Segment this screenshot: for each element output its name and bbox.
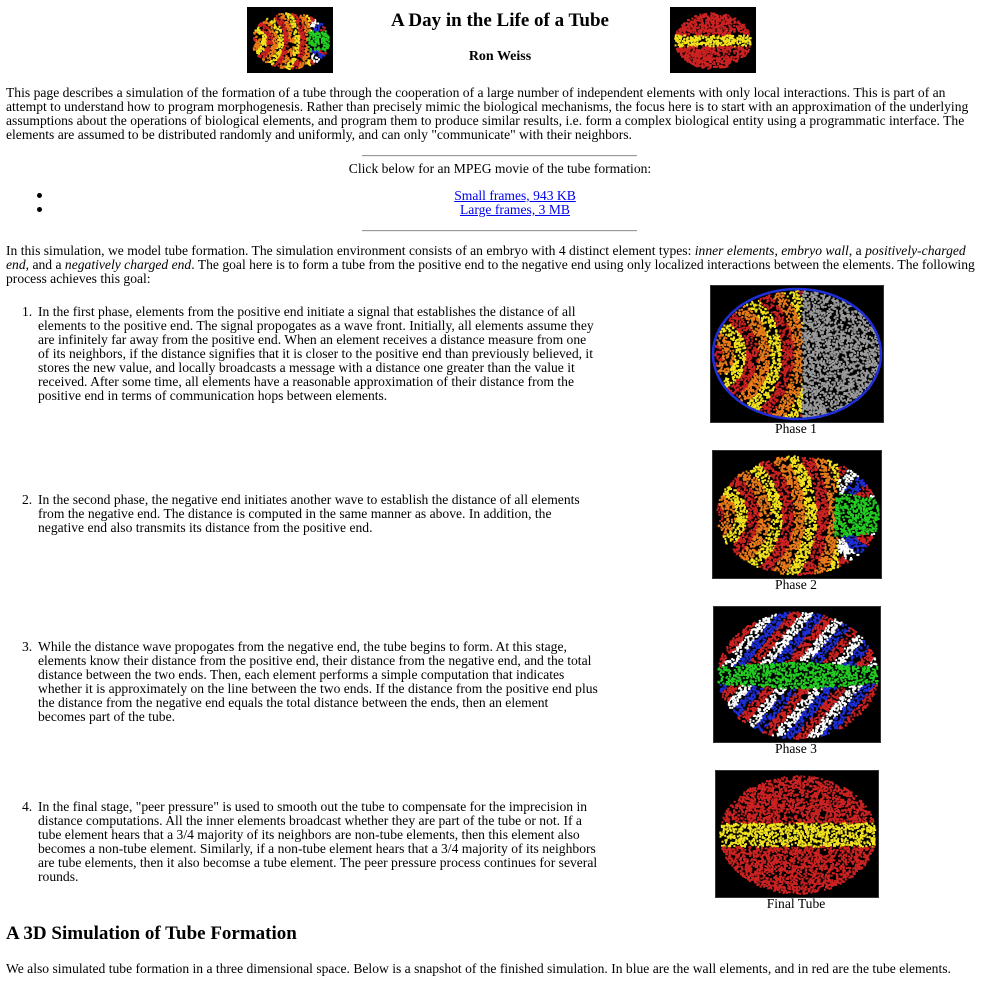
separator: , xyxy=(774,243,782,258)
phase-3-image xyxy=(713,606,881,743)
separator: , and a xyxy=(25,257,65,272)
term-negative-end: negatively charged end xyxy=(64,257,192,272)
step-text: In the final stage, "peer pressure" is used to smooth out the tube to compensate for the imprecision in distance computations. All the inner elements broadcast whether they are part of the tube or not. If a tube element hears that a 3/4 majority of its neighbors are non-tube elements, then this element also becomes a non-tube element. Similarly, if a non-tube element hears that a 3/4 majority of its neighbors are tube elements, then it also becomse a tube element. The peer pressure process continues for several rounds. xyxy=(38,799,598,884)
movie-link-small[interactable]: Small frames, 943 KB xyxy=(454,188,576,203)
phase-2-caption: Phase 2 xyxy=(775,577,817,592)
step-3 xyxy=(22,639,598,724)
section-heading-3d: A 3D Simulation of Tube Formation xyxy=(6,923,297,944)
movie-prompt: Click below for an MPEG movie of the tube formation: xyxy=(348,161,652,176)
author-name: Ron Weiss xyxy=(468,49,532,64)
final-tube-image xyxy=(715,770,879,898)
term-inner-elements: inner elements xyxy=(694,243,775,258)
step-number: 4. xyxy=(22,799,33,814)
divider-bottom xyxy=(362,230,637,232)
page-title: A Day in the Life of a Tube xyxy=(390,10,609,31)
step-4 xyxy=(22,799,598,884)
phase-3-caption: Phase 3 xyxy=(775,741,817,756)
movie-link-large[interactable]: Large frames, 3 MB xyxy=(460,202,570,217)
step-text: In the first phase, elements from the positive end initiate a signal that establishes the distance of all elements to the positive end. The signal propogates as a wave front. Initially, all elements assume they are infinitely far away from the positive end. When an element receives a distance measure from one of its neighbors, if the distance signifies that it is closer to the positive end than previously believed, it stores the new value, and locally broadcasts a message with a distance one greater than the value it received. After some time, all elements have a reasonable approximation of their distance from the positive end in terms of communication hops between elements. xyxy=(38,304,594,403)
step-1 xyxy=(22,304,598,403)
sim3d-paragraph: We also simulated tube formation in a three dimensional space. Below is a snapshot of the finished simulation. In blue are the wall elements, and in red are the tube elements. xyxy=(6,961,951,976)
step-number: 2. xyxy=(22,492,33,507)
model-paragraph xyxy=(6,244,986,286)
final-tube-caption: Final Tube xyxy=(766,896,826,911)
term-embryo-wall: embryo wall xyxy=(781,243,849,258)
model-text-post: . The goal here is to form a tube from the positive end to the negative end using only localized interactions between the elements. The following process achieves this goal: xyxy=(6,257,975,286)
model-text-pre: In this simulation, we model tube formation. The simulation environment consists of an embryo with 4 distinct element types: xyxy=(6,243,695,258)
header-image-right xyxy=(670,7,756,73)
step-2 xyxy=(22,492,598,535)
intro-paragraph: This page describes a simulation of the formation of a tube through the cooperation of a large number of independent elements with only local interactions. This is part of an attempt to understand how to program morphogenesis. Rather than precisely mimic the biological mechanisms, the focus here is to start with an approximation of the underlying assumptions about the operations of biological elements, and program them to produce similar results, i.e. form a complex biological entity using a programmatic interface. The elements are assumed to be distributed randomly and uniformly, and can only "communicate" with their neighbors. xyxy=(6,85,969,142)
step-number: 1. xyxy=(22,304,33,319)
step-text: While the distance wave propogates from the negative end, the tube begins to form. At this stage, elements know their distance from the positive end, their distance from the negative end, and the total distance between the two ends. Then, each element performs a simple computation that indicates whether it is approximately on the line between the two ends. If the distance from the positive end plus the distance from the negative end equals the total distance between the ends, then an element becomes part of the tube. xyxy=(38,639,598,724)
divider-top xyxy=(362,155,637,157)
separator: , a xyxy=(848,243,866,258)
term-positive-end: positively-charged end xyxy=(6,243,966,272)
phase-1-image xyxy=(710,285,884,423)
phase-2-image xyxy=(712,450,882,579)
step-text: In the second phase, the negative end initiates another wave to establish the distance of all elements from the negative end. The distance is computed in the same manner as above. In addition, the negative end also transmits its distance from the positive end. xyxy=(38,492,580,535)
phase-1-caption: Phase 1 xyxy=(775,421,817,436)
step-number: 3. xyxy=(22,639,33,654)
